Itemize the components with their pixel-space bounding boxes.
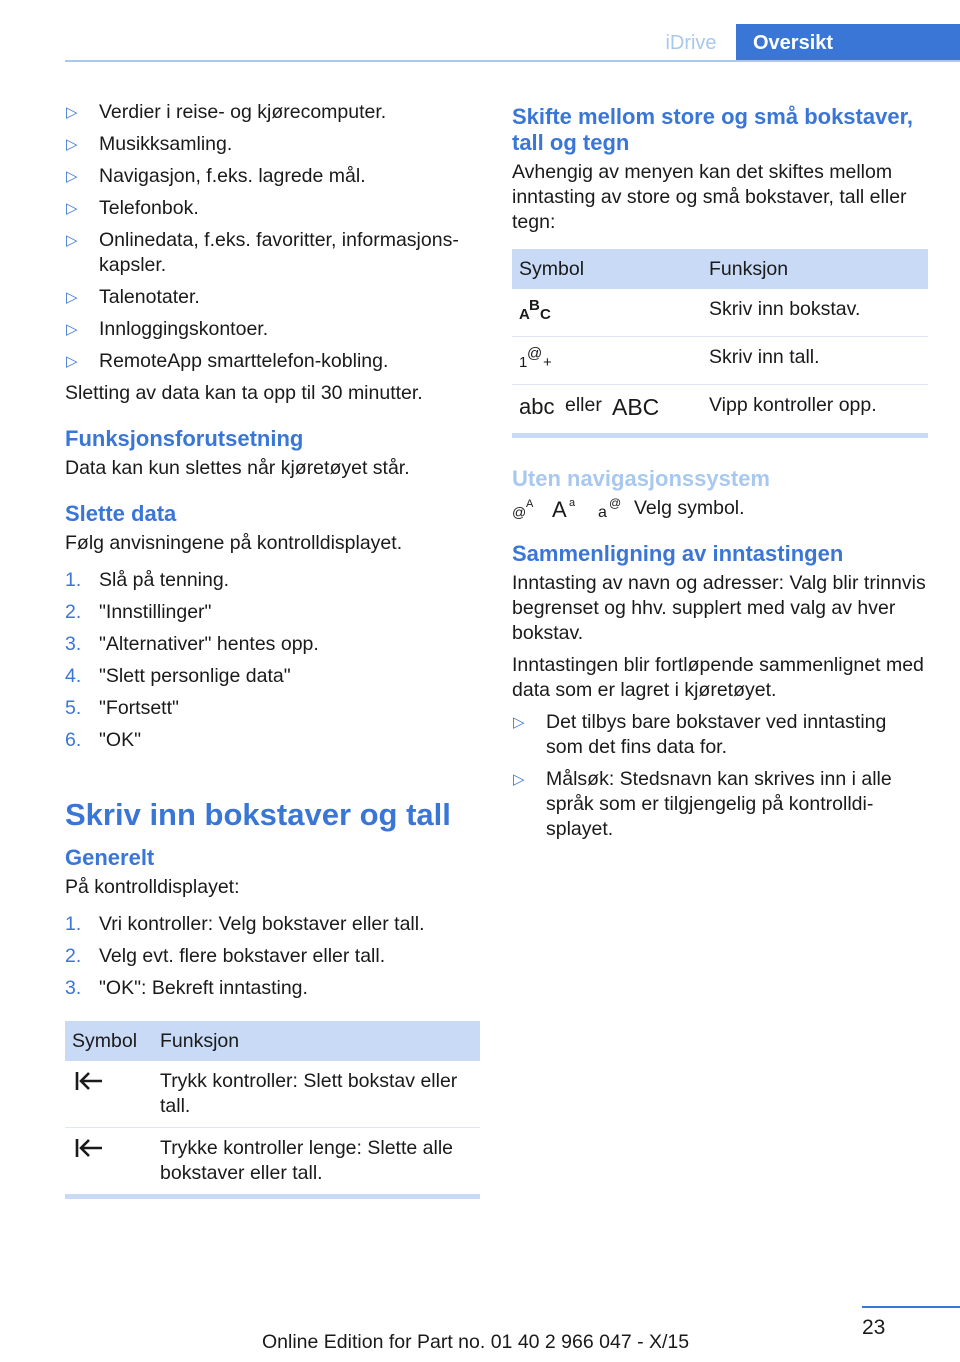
edition-text: Online Edition for Part no. 01 40 2 966 047 - X/15 <box>262 1331 690 1353</box>
table-row <box>65 1061 480 1128</box>
compare-paragraph: Inntastingen blir fortløpende sammenlignet med data som er lagret i kjøretøyet. <box>512 653 924 701</box>
general-steps <box>65 912 480 1001</box>
lowercase-at-icon <box>598 497 624 519</box>
svg-text:A: A <box>519 306 530 321</box>
triangle-bullet-icon: ▷ <box>66 289 78 306</box>
table-cell-function: Vipp kontroller opp. <box>709 394 877 416</box>
list-item: 5. "Fortsett" <box>65 697 179 719</box>
prereq-heading: Funksjonsforutsetning <box>65 426 304 451</box>
tab-idrive[interactable]: iDrive <box>665 32 717 54</box>
backspace-arrow-icon <box>74 1136 104 1160</box>
list-item: 1. Vri kontroller: Velg bokstaver eller tall. <box>65 913 425 935</box>
table-header-symbol: Symbol <box>512 249 702 289</box>
list-item: ▷ Verdier i reise- og kjørecomputer. <box>66 101 387 123</box>
svg-text:a: a <box>598 504 607 519</box>
svg-text:@: @ <box>609 497 622 510</box>
table-header-symbol: Symbol <box>65 1021 153 1061</box>
list-item: ▷ Navigasjon, f.eks. lagrede mål. <box>66 165 366 187</box>
compare-bullet-list <box>512 710 928 842</box>
svg-text:+: + <box>543 354 552 369</box>
table-row <box>512 289 928 337</box>
table-cell-function: Skriv inn tall. <box>702 337 928 385</box>
main-heading: Skriv inn bokstaver og tall <box>65 797 451 832</box>
general-text: På kontrolldisplayet: <box>65 876 240 898</box>
table-bottom-rule <box>65 1194 480 1199</box>
svg-text:@: @ <box>527 345 543 362</box>
letters-abc-icon <box>519 297 553 321</box>
list-item: ▷ Telefonbok. <box>66 197 199 219</box>
symbol-or-word: eller <box>565 394 602 416</box>
triangle-bullet-icon: ▷ <box>66 168 78 185</box>
triangle-bullet-icon: ▷ <box>66 232 78 249</box>
page-header <box>0 0 960 62</box>
table-cell-function: Trykk kontroller: Slett bokstav eller tall. <box>153 1061 480 1128</box>
table-row <box>512 385 928 433</box>
table-header-function: Funksjon <box>702 249 928 289</box>
triangle-bullet-icon: ▷ <box>66 200 78 217</box>
tab-oversikt[interactable]: Oversikt <box>736 24 960 62</box>
uppercase-lowercase-icon <box>552 497 582 519</box>
delete-symbol-table <box>65 1021 480 1199</box>
nonav-heading: Uten navigasjonssystem <box>512 465 770 491</box>
backspace-arrow-icon <box>74 1069 104 1093</box>
switch-heading: Skifte mellom store og små bokstaver, tall og tegn <box>512 104 914 155</box>
at-uppercase-icon <box>512 497 536 519</box>
nonav-text: Velg symbol. <box>634 496 745 519</box>
triangle-bullet-icon: ▷ <box>513 713 525 731</box>
table-bottom-rule <box>512 433 928 438</box>
svg-text:B: B <box>529 297 540 314</box>
svg-text:1: 1 <box>519 354 528 369</box>
svg-text:A: A <box>552 497 567 519</box>
right-column <box>512 100 928 849</box>
switch-symbol-table <box>512 249 928 438</box>
triangle-bullet-icon: ▷ <box>66 321 78 338</box>
svg-text:A: A <box>526 498 534 510</box>
table-cell-function: Trykke kontroller lenge: Slette alle bokstaver eller tall. <box>160 1137 453 1184</box>
list-item: ▷ Innloggingskontoer. <box>66 318 269 340</box>
table-header-function: Funksjon <box>153 1021 480 1061</box>
list-item: ▷ Målsøk: Stedsnavn kan skrives inn i alle språk som er tilgjengelig på kontrolldisplayet. <box>513 767 892 840</box>
general-heading: Generelt <box>65 845 155 870</box>
svg-text:@: @ <box>512 504 527 519</box>
list-item: 3. "OK": Bekreft inntasting. <box>65 977 308 999</box>
triangle-bullet-icon: ▷ <box>513 770 525 788</box>
footer-rule <box>862 1306 960 1308</box>
list-item: ▷ Musikksamling. <box>66 133 233 155</box>
lowercase-abc-icon <box>519 394 559 418</box>
delete-text: Følg anvisningene på kontrolldisplayet. <box>65 532 403 554</box>
deletion-note: Sletting av data kan ta opp til 30 minutter. <box>65 382 423 404</box>
delete-heading: Slette data <box>65 501 177 526</box>
list-item: 4. "Slett personlige data" <box>65 665 291 687</box>
triangle-bullet-icon: ▷ <box>66 104 78 121</box>
left-column <box>65 100 480 1199</box>
svg-text:ABC: ABC <box>611 393 660 418</box>
table-row <box>65 1128 480 1195</box>
list-item: ▷ Det tilbys bare bokstaver ved inntasting som det fins data for. <box>513 710 887 758</box>
delete-steps <box>65 568 480 753</box>
list-item: 1. Slå på tenning. <box>65 569 230 591</box>
list-item: ▷ RemoteApp smarttelefon-kobling. <box>66 350 389 372</box>
triangle-bullet-icon: ▷ <box>66 136 78 153</box>
list-item: 2. Velg evt. flere bokstaver eller tall. <box>65 945 386 967</box>
compare-heading: Sammenligning av inntastingen <box>512 540 844 566</box>
prereq-text: Data kan kun slettes når kjøretøyet står. <box>65 457 410 479</box>
header-rule <box>65 60 960 62</box>
page-number: 23 <box>862 1316 886 1339</box>
numbers-symbols-icon <box>519 345 553 369</box>
compare-paragraph: Inntasting av navn og adresser: Valg blir trinnvis begrenset og hhv. supplert med valg av hver bokstav. <box>512 571 926 644</box>
list-item: 2. "Innstillinger" <box>65 601 212 623</box>
switch-text: Avhengig av menyen kan det skiftes mellom inntasting av store og små bokstaver, tall eller tegn: <box>512 161 907 233</box>
table-cell-function: Skriv inn bokstav. <box>702 289 928 337</box>
list-item: 6. "OK" <box>65 729 142 751</box>
svg-text:abc: abc <box>519 393 555 418</box>
data-bullet-list <box>65 100 480 374</box>
table-row <box>512 337 928 385</box>
list-item: ▷ Onlinedata, f.eks. favoritter, informasjonskapsler. <box>66 229 459 276</box>
svg-text:a: a <box>569 497 576 509</box>
uppercase-abc-icon <box>612 394 662 418</box>
triangle-bullet-icon: ▷ <box>66 353 78 370</box>
list-item: 3. "Alternativer" hentes opp. <box>65 633 319 655</box>
svg-text:C: C <box>540 306 551 321</box>
list-item: ▷ Talenotater. <box>66 286 200 308</box>
